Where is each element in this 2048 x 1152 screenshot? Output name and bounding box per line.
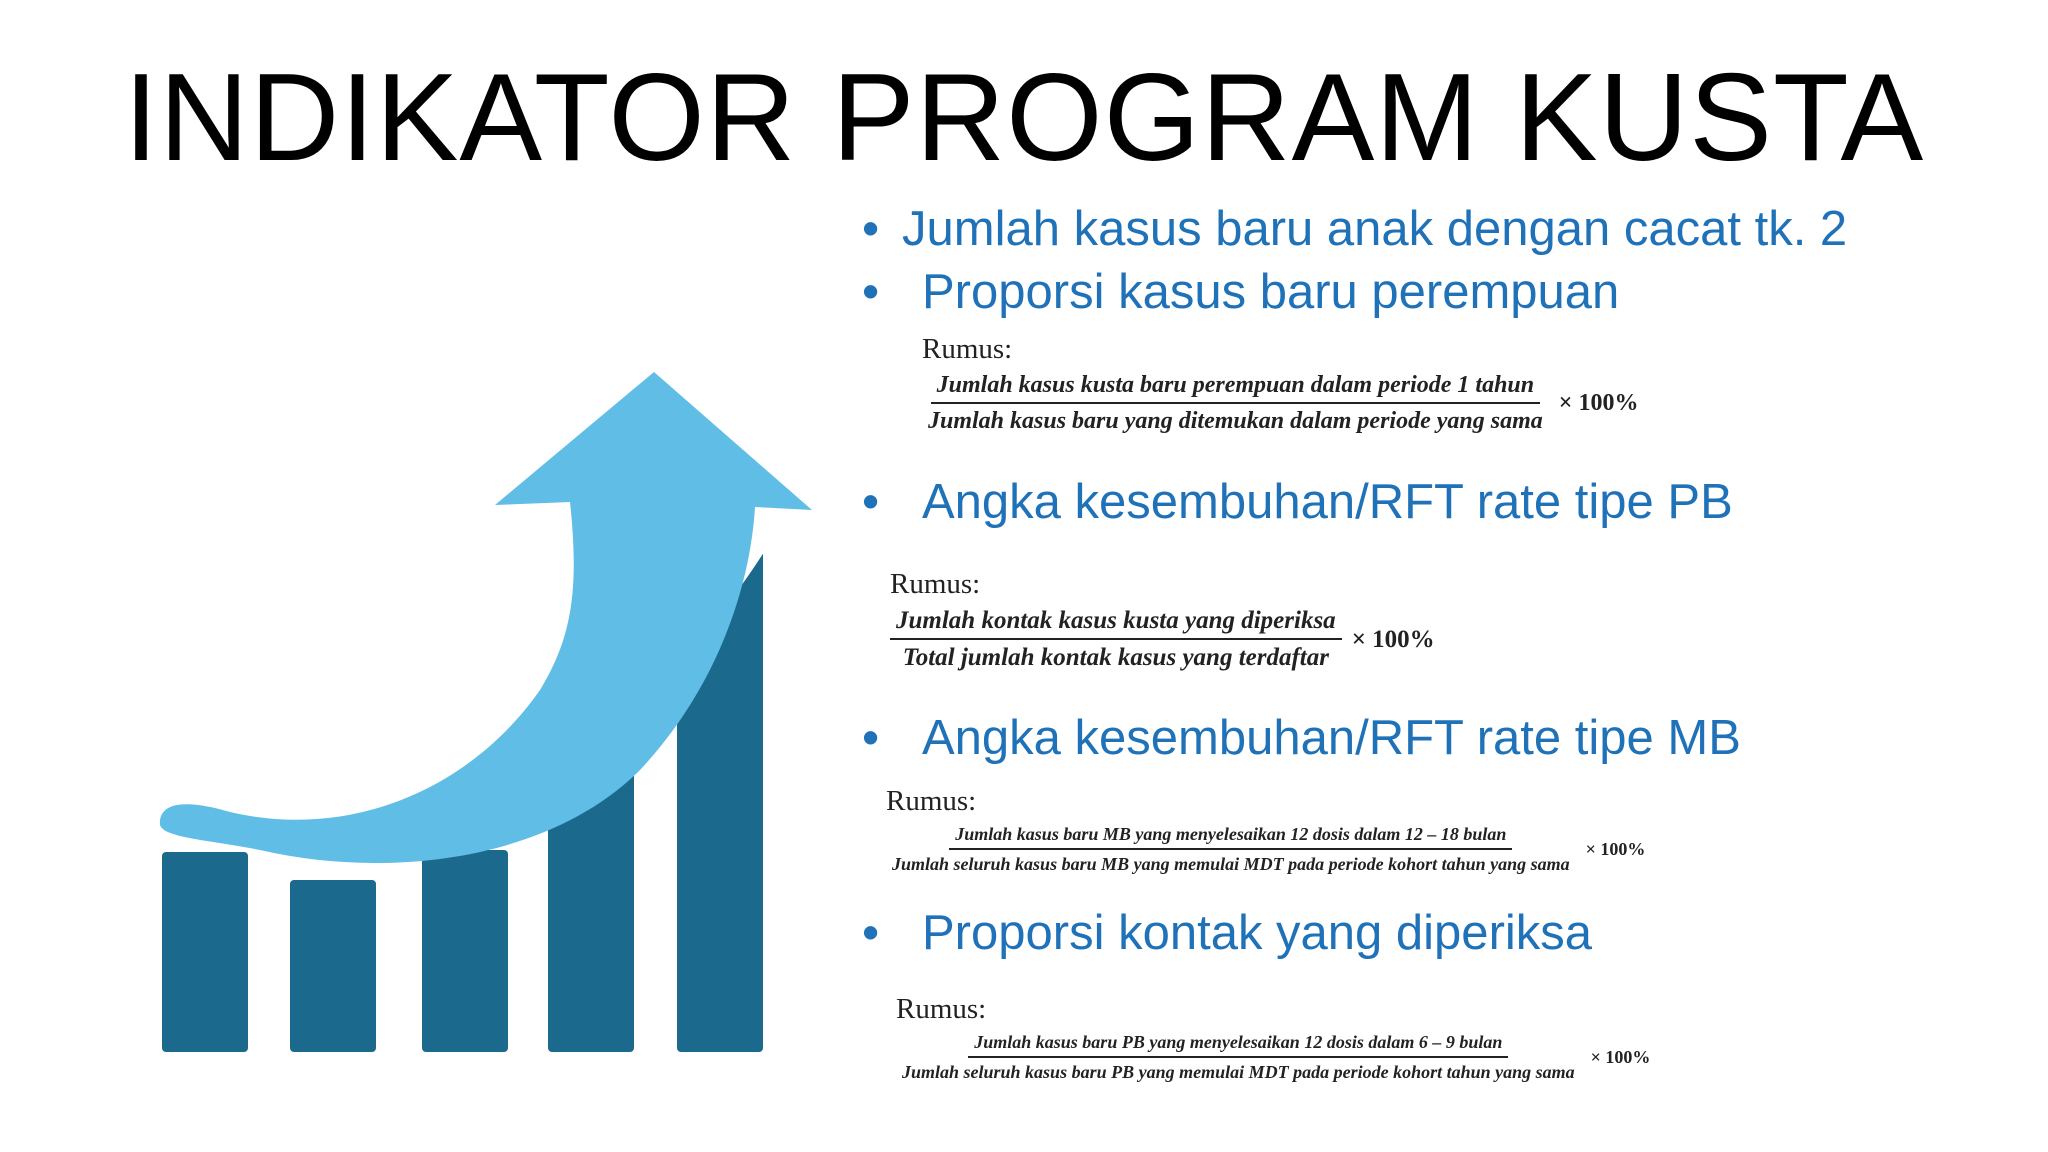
formula-fraction xyxy=(886,824,1576,875)
bullet-item-1 xyxy=(862,200,1847,258)
formula-denominator: Total jumlah kontak kasus yang terdaftar xyxy=(902,644,1329,671)
formula-denominator: Jumlah seluruh kasus baru MB yang memulai MDT pada periode kohort tahun yang sama xyxy=(892,854,1570,874)
bar-2 xyxy=(290,880,376,1052)
bullet-item-5 xyxy=(862,904,1592,962)
slide-title: INDIKATOR PROGRAM KUSTA xyxy=(123,49,1925,187)
formula-label: Rumus: xyxy=(922,333,1013,365)
formula-kontak-diperiksa xyxy=(890,567,1435,672)
bullet-dot: • xyxy=(862,265,880,319)
bullet-dot: • xyxy=(862,711,880,765)
formula-rft-pb xyxy=(896,992,1650,1083)
bullet-item-2 xyxy=(862,263,1619,321)
formula-proporsi-perempuan xyxy=(922,332,1638,435)
formula-expression xyxy=(890,607,1435,672)
bullet-dot: • xyxy=(862,475,880,529)
bullet-text: Angka kesembuhan/RFT rate tipe PB xyxy=(922,475,1733,529)
formula-denominator: Jumlah seluruh kasus baru PB yang memulai MDT pada periode kohort tahun yang sama xyxy=(902,1062,1575,1082)
formula-denominator: Jumlah kasus baru yang ditemukan dalam periode yang sama xyxy=(928,408,1543,434)
formula-numerator: Jumlah kontak kasus kusta yang diperiksa xyxy=(890,607,1342,640)
bar-3 xyxy=(422,850,508,1052)
bullet-text: Jumlah kasus baru anak dengan cacat tk. 2 xyxy=(902,202,1848,256)
bullet-item-4 xyxy=(862,709,1741,767)
formula-label: Rumus: xyxy=(896,993,987,1025)
bullet-text: Angka kesembuhan/RFT rate tipe MB xyxy=(922,711,1741,765)
bullet-text: Proporsi kasus baru perempuan xyxy=(922,265,1620,319)
formula-fraction xyxy=(922,372,1549,435)
formula-expression xyxy=(922,372,1638,435)
growth-arrow-bar-chart-icon xyxy=(150,360,830,1080)
formula-numerator: Jumlah kasus baru PB yang menyelesaikan 12 dosis dalam 6 – 9 bulan xyxy=(968,1032,1508,1058)
formula-numerator: Jumlah kasus kusta baru perempuan dalam periode 1 tahun xyxy=(931,372,1540,404)
formula-label: Rumus: xyxy=(890,568,981,600)
bullet-item-3 xyxy=(862,473,1733,531)
formula-fraction xyxy=(890,607,1342,672)
formula-rft-mb xyxy=(886,784,1645,875)
bullet-dot: • xyxy=(862,202,880,256)
bullet-dot: • xyxy=(862,906,880,960)
formula-multiplier: × 100% xyxy=(1585,839,1646,859)
formula-multiplier: × 100% xyxy=(1558,390,1639,416)
bullet-text: Proporsi kontak yang diperiksa xyxy=(922,906,1593,960)
formula-numerator: Jumlah kasus baru MB yang menyelesaikan 12 dosis dalam 12 – 18 bulan xyxy=(949,824,1512,850)
formula-expression xyxy=(896,1032,1650,1083)
formula-multiplier: × 100% xyxy=(1351,625,1435,653)
formula-fraction xyxy=(896,1032,1581,1083)
formula-label: Rumus: xyxy=(886,785,977,817)
bar-1 xyxy=(162,852,248,1052)
formula-expression xyxy=(886,824,1645,875)
formula-multiplier: × 100% xyxy=(1590,1047,1651,1067)
